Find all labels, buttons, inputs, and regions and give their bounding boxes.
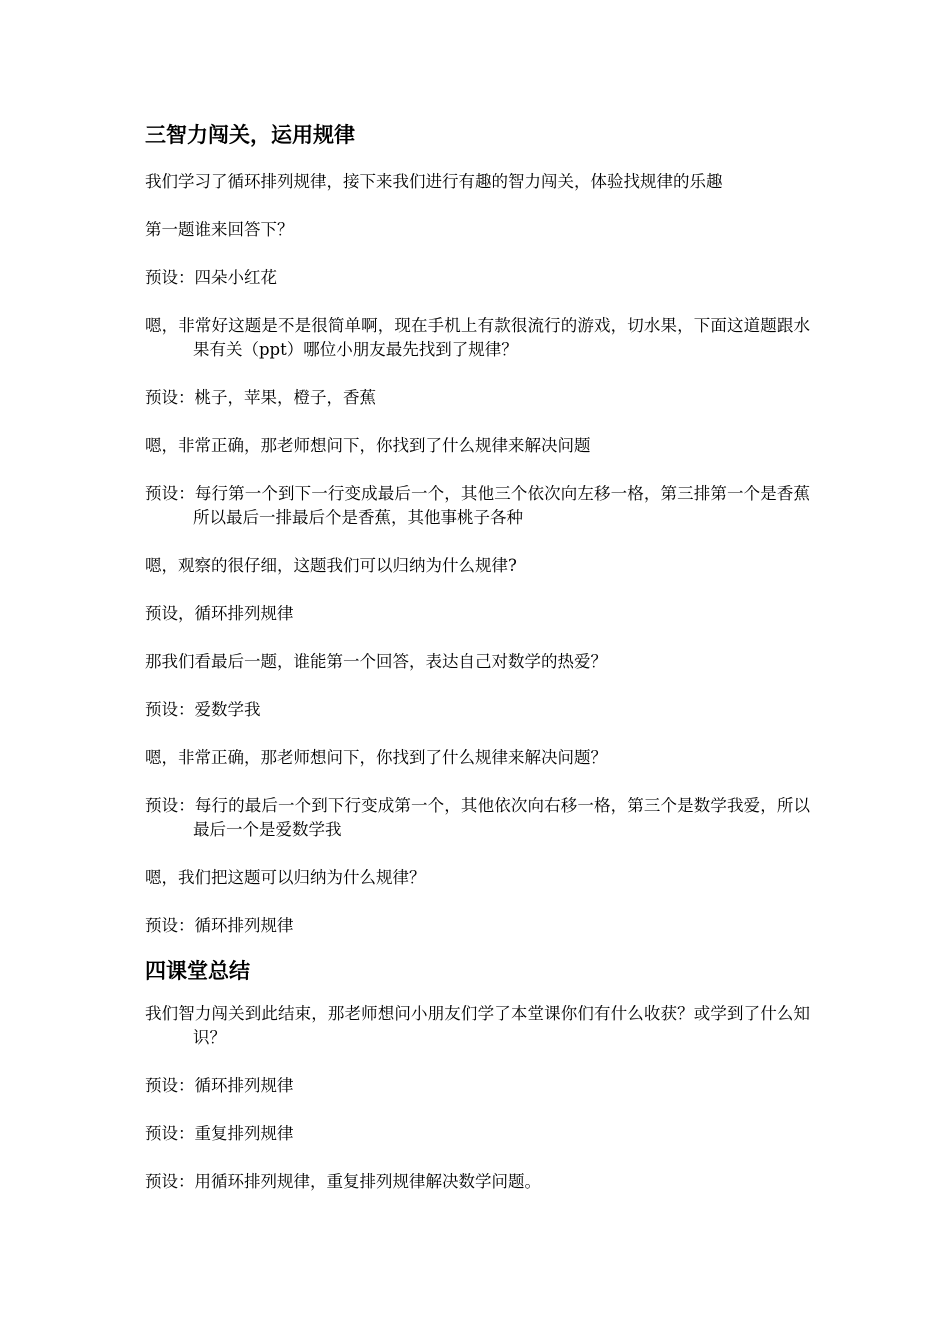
paragraph: 预设：每行第一个到下一行变成最后一个，其他三个依次向左移一格，第三排第一个是香蕉所以最后一排最后个是香蕉，其他事桃子各种 — [145, 484, 810, 527]
section-heading-summary: 四课堂总结 — [145, 959, 250, 983]
paragraph: 嗯，非常好这题是不是很简单啊，现在手机上有款很流行的游戏，切水果，下面这道题跟水果有关（ppt）哪位小朋友最先找到了规律？ — [145, 316, 810, 359]
paragraph: 预设：四朵小红花 — [145, 268, 277, 287]
paragraph: 预设：爱数学我 — [145, 700, 261, 719]
paragraph: 预设：循环排列规律 — [145, 916, 294, 935]
paragraph: 那我们看最后一题，谁能第一个回答，表达自己对数学的热爱？ — [145, 652, 607, 671]
paragraph: 我们学习了循环排列规律，接下来我们进行有趣的智力闯关，体验找规律的乐趣 — [145, 172, 723, 191]
section-heading-challenge: 三智力闯关，运用规律 — [145, 123, 355, 147]
paragraph: 我们智力闯关到此结束，那老师想问小朋友们学了本堂课你们有什么收获？或学到了什么知识？ — [145, 1004, 810, 1047]
paragraph: 预设：循环排列规律 — [145, 1076, 294, 1095]
paragraph: 预设：用循环排列规律，重复排列规律解决数学问题。 — [145, 1172, 541, 1191]
paragraph: 预设：每行的最后一个到下行变成第一个，其他依次向右移一格，第三个是数学我爱，所以最后一个是爱数学我 — [145, 796, 810, 839]
document-body — [145, 120, 810, 1218]
paragraph: 嗯，非常正确，那老师想问下，你找到了什么规律来解决问题？ — [145, 748, 607, 767]
paragraph: 嗯，我们把这题可以归纳为什么规律？ — [145, 868, 426, 887]
paragraph: 嗯，非常正确，那老师想问下，你找到了什么规律来解决问题 — [145, 436, 591, 455]
paragraph: 预设，循环排列规律 — [145, 604, 294, 623]
paragraph: 预设：桃子，苹果，橙子，香蕉 — [145, 388, 376, 407]
paragraph: 嗯，观察的很仔细，这题我们可以归纳为什么规律? — [145, 556, 517, 575]
paragraph: 第一题谁来回答下？ — [145, 220, 294, 239]
paragraph: 预设：重复排列规律 — [145, 1124, 294, 1143]
